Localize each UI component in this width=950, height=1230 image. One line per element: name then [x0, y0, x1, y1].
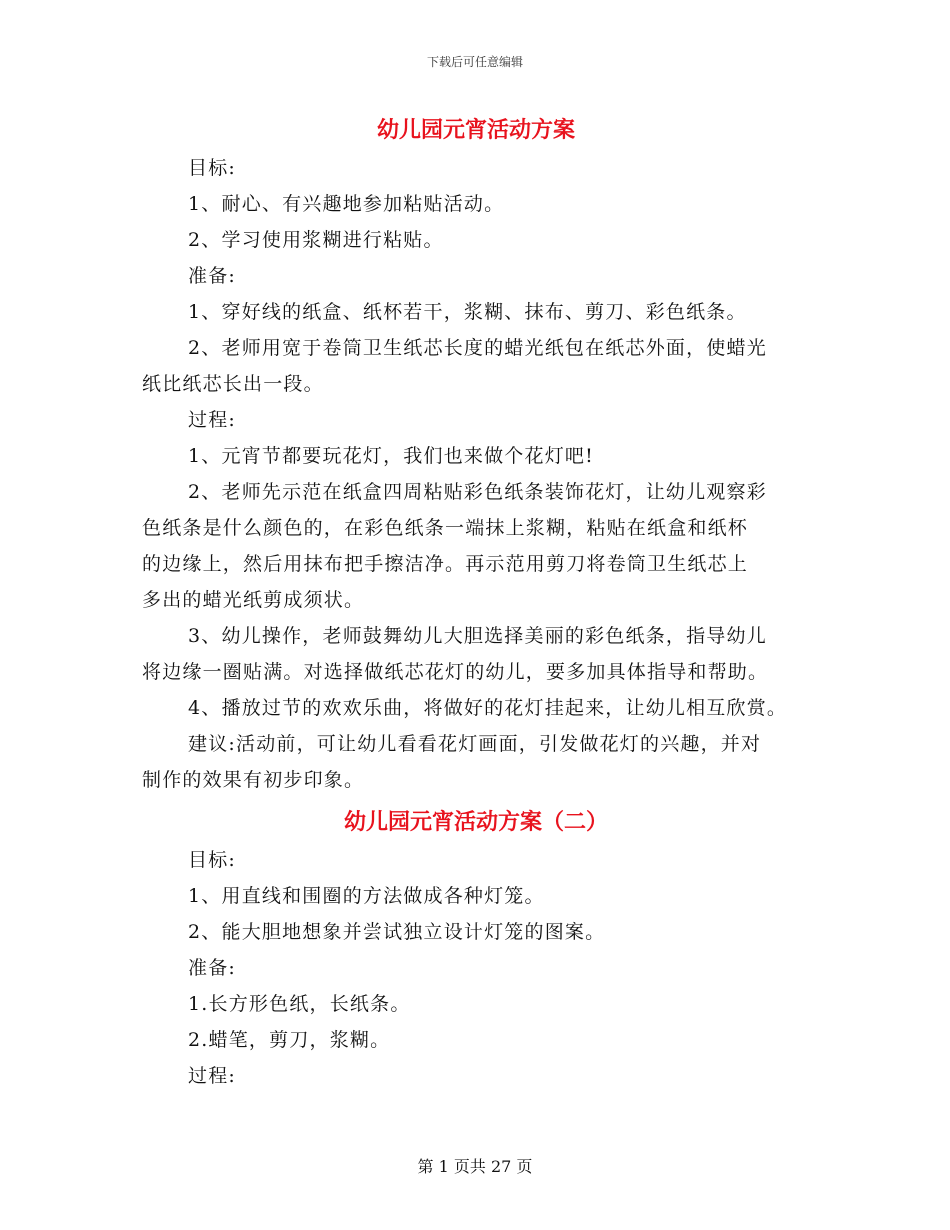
section-1-title: 幼儿园元宵活动方案: [376, 117, 575, 143]
page-footer: 第 1 页共 27 页: [417, 1157, 533, 1176]
paragraph: 4、播放过节的欢欢乐曲，将做好的花灯挂起来，让幼儿相互欣赏。: [188, 697, 788, 719]
paragraph: 目标:: [188, 849, 237, 871]
paragraph: 过程:: [188, 1065, 237, 1087]
paragraph: 1、耐心、有兴趣地参加粘贴活动。: [188, 193, 505, 215]
paragraph: 建议:活动前，可让幼儿看看花灯画面，引发做花灯的兴趣，并对 制作的效果有初步印象。: [142, 733, 762, 791]
paragraph: 准备:: [188, 957, 237, 979]
section-2-title: 幼儿园元宵活动方案（二）: [343, 809, 608, 835]
paragraph: 2、能大胆地想象并尝试独立设计灯笼的图案。: [188, 921, 606, 943]
paragraph: 2.蜡笔，剪刀，浆糊。: [188, 1029, 391, 1051]
paragraph: 1、元宵节都要玩花灯，我们也来做个花灯吧!: [188, 445, 594, 467]
paragraph: 1、用直线和围圈的方法做成各种灯笼。: [188, 885, 545, 907]
paragraph: 1.长方形色纸，长纸条。: [188, 993, 411, 1015]
paragraph: 准备:: [188, 265, 237, 287]
paragraph: 2、老师用宽于卷筒卫生纸芯长度的蜡光纸包在纸芯外面，使蜡光 纸比纸芯长出一段。: [142, 337, 767, 395]
document-body: [142, 110, 810, 1094]
paragraph: 目标:: [188, 157, 237, 179]
paragraph: 2、学习使用浆糊进行粘贴。: [188, 229, 444, 251]
paragraph: 过程:: [188, 409, 237, 431]
page-header: 下载后可任意编辑: [426, 55, 523, 69]
paragraph: 3、幼儿操作，老师鼓舞幼儿大胆选择美丽的彩色纸条，指导幼儿 将边缘一圈贴满。对选择做纸芯花灯的幼儿，要多加具体指导和帮助。: [142, 625, 769, 683]
paragraph: 2、老师先示范在纸盒四周粘贴彩色纸条装饰花灯，让幼儿观察彩 色纸条是什么颜色的，在彩色纸条一端抹上浆糊，粘贴在纸盒和纸杯 的边缘上，然后用抹布把手擦洁净。再示范用剪刀将卷筒卫生纸芯上 多出的蜡光纸剪成须状。: [142, 481, 767, 611]
paragraph: 1、穿好线的纸盒、纸杯若干，浆糊、抹布、剪刀、彩色纸条。: [188, 301, 747, 323]
